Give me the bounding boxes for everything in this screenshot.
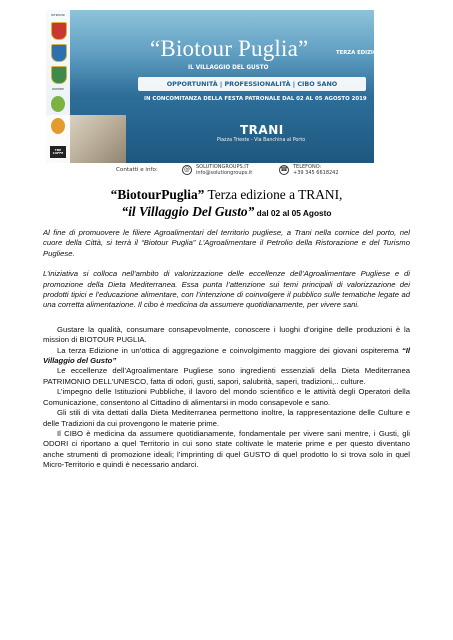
paragraph-institutions: L’impegno delle Istituzioni Pubbliche, il lavoro del mondo scientifico e le attività degli Operatori della Comunicazione, consentono al Cittadino di alimentarsi in modo consapevole e sano. (43, 387, 410, 407)
mail-contact (196, 164, 252, 176)
edition-label: TERZA EDIZIONE (336, 50, 386, 56)
title-rest: Terza edizione a TRANI, (204, 187, 343, 202)
crest-logo-1 (51, 22, 67, 40)
mail-icon: @ (184, 166, 190, 173)
paragraph-excellences: Le eccellenze dell’Agroalimentare Pugliese sono ingredienti essenziali della Dieta Mediterranea PATRIMONIO DELL’UNESCO, fatta di odori, gusti, sapori, salubrità, saperi, tradizioni,.. culture. (43, 366, 410, 386)
website-text[interactable]: SOLUTIONGROUPS.IT (196, 164, 249, 170)
paragraph-initiative: L’iniziativa si colloca nell’ambito di valorizzazione delle eccellenze dell’Agroalimentare Pugliese e di promozione della Dieta Mediterranea. Essa punta l’attenzione sui temi principali di valorizzazione dei prodotti tipici e l’educazione alimentare, con l’intenzione di coinvolgere il pubblico sulle tematiche legate ad una corretta alimentazione. Il cibo è medicina da assumere quotidianamente, per vivere sani. (43, 269, 410, 310)
document-body (43, 228, 410, 471)
paragraph-third-edition (43, 346, 410, 367)
phone-number[interactable]: +39 345 6618242 (293, 170, 339, 176)
sponsors-label: PATROCINI (51, 14, 65, 17)
paragraph-intro: Al fine di promuovere le filiere Agroalimentari del territorio pugliese, a Trani nella cornice del porto, nel cuore della Città, si terrà il “Biotour Puglia” L’Agroalimentare il Petrolio della Ristorazione e del Turismo Pugliese. (43, 228, 410, 258)
document-subtitle (0, 204, 453, 220)
city-name: TRANI (240, 123, 284, 137)
email-text[interactable]: info@solutiongroups.it (196, 170, 253, 176)
tagline-pill: OPPORTUNITÀ | PROFESSIONALITÀ | CIBO SANO (138, 77, 366, 91)
document-title (0, 187, 453, 203)
partner-logo-2 (51, 118, 65, 134)
phone-icon: ☎ (280, 166, 288, 173)
subtitle-dates: dal 02 al 05 Agosto (254, 208, 332, 218)
tre-caffe-logo: TRE CAFFE (50, 146, 66, 158)
paragraph-lifestyle: Gli stili di vita dettati dalla Dieta Mediterranea permettono inoltre, la rappresentazione delle Culture e delle Tradizioni da cui provengono le materie prime. (43, 408, 410, 428)
village-name-emphasis: “Il Villaggio del Gusto” (43, 345, 410, 366)
crest-logo-2 (51, 44, 67, 62)
partner-logo-1 (51, 96, 65, 112)
event-address: Piazza Trieste - Via Banchina al Porto (217, 138, 306, 143)
third-edition-text: La terza Edizione in un’ottica di aggregazione e coinvolgimento maggiore dei giovani ospiterema (57, 345, 402, 355)
event-subtitle: IL VILLAGGIO DEL GUSTO (188, 65, 269, 71)
phone-contact (293, 164, 339, 176)
sponsor-logo-strip (46, 10, 70, 163)
paragraph-mission: Gustare la qualità, consumare consapevolmente, conoscere i luoghi d’origine delle produzioni è la mission di BIOTOUR PUGLIA. (43, 324, 410, 345)
contacts-label: Contatti e info: (116, 167, 158, 173)
phone-label: TELEFONO: (293, 164, 322, 170)
paragraph-food-medicine: Il CIBO è medicina da assumere quotidianamente, fondamentale per vivere sani mentre, i Gusti, gli ODORI ci riportano a quel Territorio in cui sono state coltivate le materie prime e per questo diventano anche strumenti di promozione ideali; l’imprinting di quel GUSTO di quel prodotto lo si trova solo in quel Micro-Territorio e quindi è necessario andarci. (43, 428, 410, 470)
event-title: “Biotour Puglia” (150, 36, 309, 61)
contact-bar (46, 163, 374, 179)
partners-label: PARTNER (52, 88, 64, 91)
patronal-feast-note: IN CONCOMITANZA DELLA FESTA PATRONALE DAL 02 AL 05 AGOSTO 2019 (144, 96, 367, 102)
header-banner (46, 10, 386, 163)
title-brand: “BiotourPuglia” (110, 187, 205, 202)
crest-logo-3 (51, 66, 67, 84)
subtitle-village: “il Villaggio Del Gusto” (121, 204, 255, 219)
